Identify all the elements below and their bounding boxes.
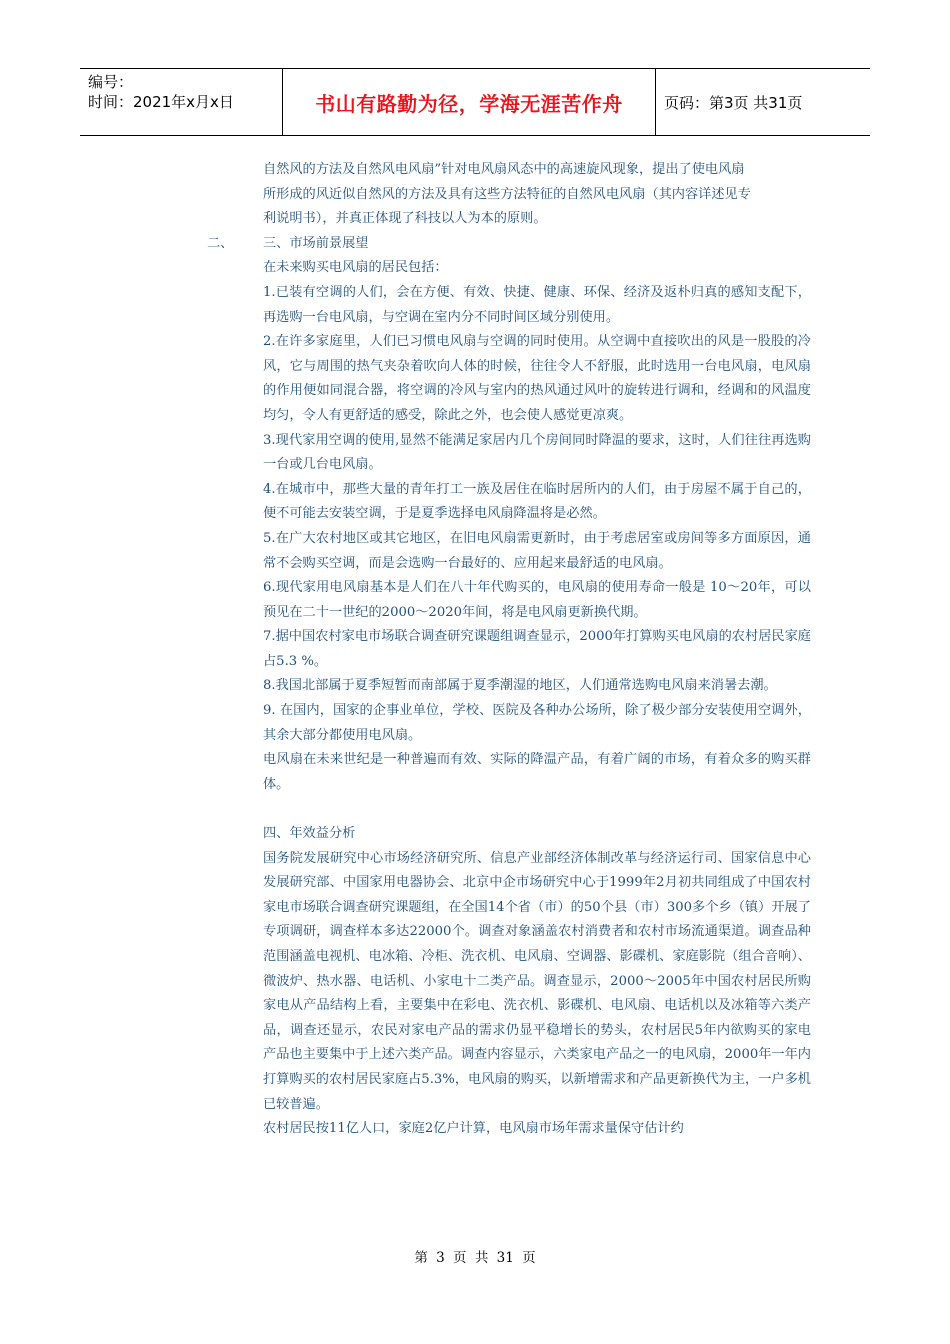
list-item: 8.我国北部属于夏季短暂而南部属于夏季潮湿的地区，人们通常选购电风扇来消暑去潮。 bbox=[263, 678, 777, 694]
intro-line: 所形成的风近似自然风的方法及具有这些方法特征的自然风电风扇（其内容详述见专 bbox=[263, 186, 751, 202]
list-item: 7.据中国农村家电市场联合调查研究课题组调查显示，2000年打算购买电风扇的农村居民家庭占5.3 %。 bbox=[263, 629, 811, 669]
list-item: 2.在许多家庭里，人们已习惯电风扇与空调的同时使用。从空调中直接吹出的风是一股股的冷风，它与周围的热气夹杂着吹向人体的时候，往往令人不舒服，此时选用一台电风扇，电风扇的作用便如同混合器，将空调的冷风与室内的热风通过风叶的旋转进行调和，经调和的风温度均匀，令人有更舒适的感受，除此之外，也会使人感觉更凉爽。 bbox=[263, 334, 811, 423]
header-motto: 书山有路勤为径，学海无涯苦作舟 bbox=[282, 69, 656, 135]
page-header bbox=[80, 68, 870, 136]
list-item: 5.在广大农村地区或其它地区，在旧电风扇需更新时，由于考虑居室或房间等多方面原因，通常不会购买空调，而是会选购一台最好的、应用起来最舒适的电风扇。 bbox=[263, 530, 811, 571]
list-item: 1.已装有空调的人们，会在方便、有效、快捷、健康、环保、经济及返朴归真的感知支配下，再选购一台电风扇，与空调在室内分不同时间区域分别使用。 bbox=[263, 284, 811, 325]
intro-line: 自然风的方法及自然风电风扇”针对电风扇风态中的高速旋风现象，提出了使电风扇 bbox=[263, 162, 745, 177]
document-body bbox=[207, 158, 811, 1142]
list-item: 6.现代家用电风扇基本是人们在八十年代购买的，电风扇的使用寿命一般是 10～20年，可以预见在二十一世纪的2000～2020年间，将是电风扇更新换代期。 bbox=[263, 580, 811, 620]
paragraph-spacer bbox=[263, 797, 811, 822]
section-number: 二、 bbox=[207, 235, 234, 251]
page-footer: 第 3 页 共 31 页 bbox=[414, 1250, 536, 1266]
list-item: 3.现代家用空调的使用,显然不能满足家居内几个房间同时降温的要求，这时，人们往往再选购一台或几台电风扇。 bbox=[263, 432, 811, 473]
analysis-last-line: 农村居民按11亿人口，家庭2亿户计算，电风扇市场年需求量保守估计约 bbox=[263, 1121, 684, 1137]
list-item: 9. 在国内，国家的企事业单位，学校、医院及各种办公场所，除了极少部分安装使用空调外，其余大部分都使用电风扇。 bbox=[263, 703, 811, 743]
intro-line: 利说明书），并真正体现了科技以人为本的原则。 bbox=[263, 211, 547, 227]
document-code-label: 编号： bbox=[88, 73, 134, 91]
section-4-heading: 四、年效益分析 bbox=[263, 826, 356, 842]
analysis-paragraph: 国务院发展研究中心市场经济研究所、信息产业部经济体制改革与经济运行司、国家信息中心发展研究部、中国家用电器协会、北京中企市场研究中心于1999年2月初共同组成了中国农村家电市场联合调查研究课题组，在全国14个省（市）的50个县（市）300多个乡（镇）开展了专项调研，调查样本多达22000个。调查对象涵盖农村消费者和农村市场流通渠道。调查品种范围涵盖电视机、电冰箱、冷柜、洗衣机、电风扇、空调器、影碟机、家庭影院（组合音响）、微波炉、热水器、电话机、小家电十二类产品。调查显示，2000～2005年中国农村居民所购家电从产品结构上看，主要集中在彩电、洗衣机、影碟机、电风扇、电话机以及冰箱等六类产品，调查还显示，农民对家电产品的需求仍显平稳增长的势头，农村居民5年内欲购买的家电产品也主要集中于上述六类产品。调查内容显示，六类家电产品之一的电风扇，2000年一年内打算购买的农村居民家庭占5.3%，电风扇的购买，以新增需求和产品更新换代为主，一户多机已较普遍。 bbox=[263, 850, 811, 1112]
conclusion-paragraph: 电风扇在未来世纪是一种普遍而有效、实际的降温产品，有着广阔的市场，有着众多的购买群体。 bbox=[263, 752, 811, 792]
list-item: 4.在城市中，那些大量的青年打工一族及居住在临时居所内的人们，由于房屋不属于自己的，便不可能去安装空调，于是夏季选择电风扇降温将是必然。 bbox=[263, 481, 811, 522]
list-lead: 在未来购买电风扇的居民包括： bbox=[263, 260, 448, 276]
section-3-heading bbox=[207, 232, 811, 257]
header-page-info: 页码：第3页 共31页 bbox=[664, 93, 803, 112]
document-date: 时间：2021年x月x日 bbox=[88, 93, 234, 111]
intro-paragraph bbox=[263, 158, 811, 232]
header-meta bbox=[80, 69, 282, 135]
section-title: 三、市场前景展望 bbox=[263, 235, 369, 251]
